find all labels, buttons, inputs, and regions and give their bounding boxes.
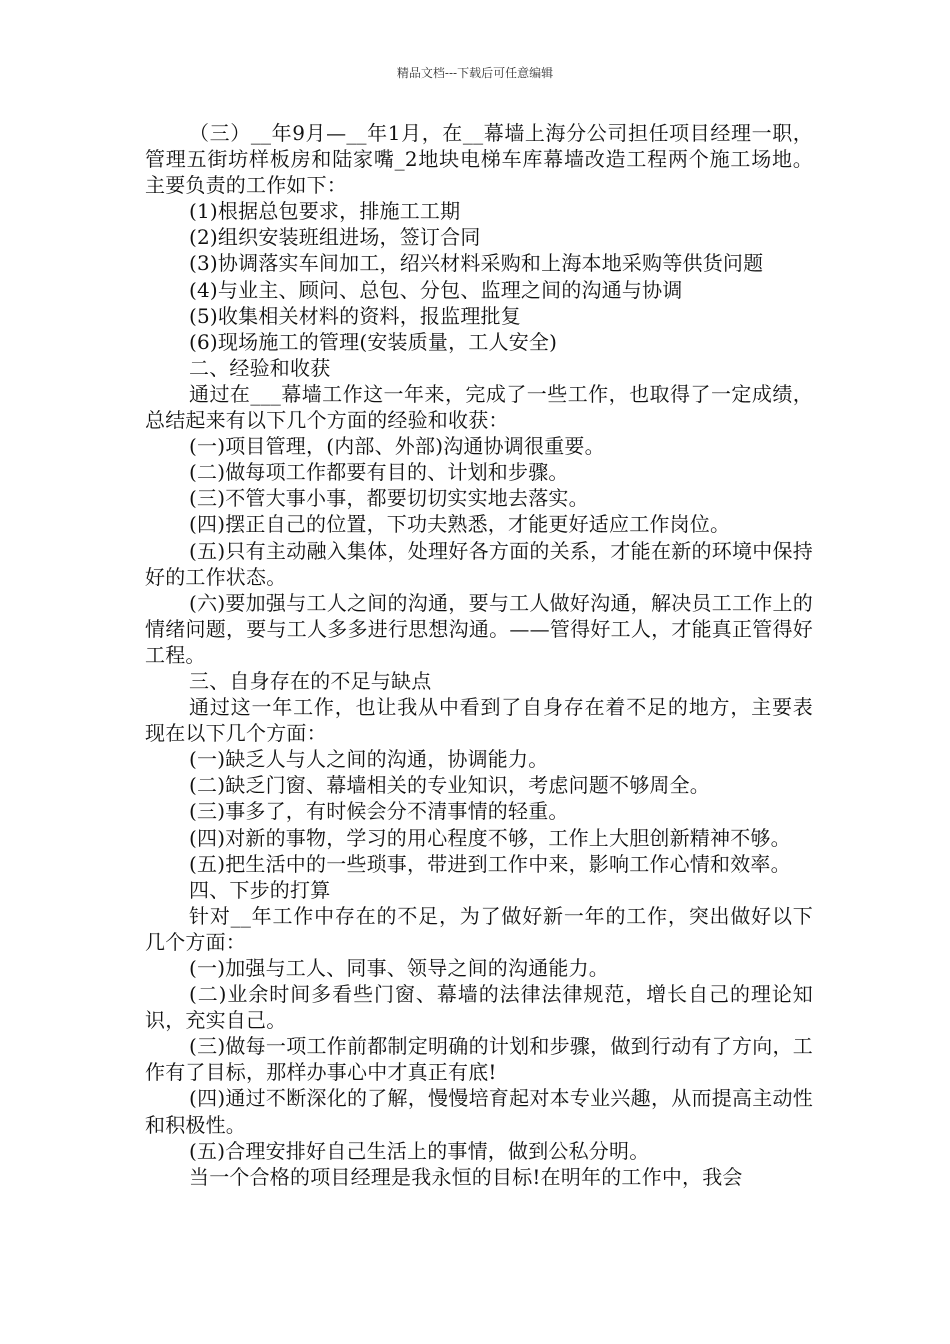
section-heading: 二、经验和收获 bbox=[189, 355, 331, 380]
list-item: (三)做每一项工作前都制定明确的计划和步骤，做到行动有了方向，工作有了目标，那样办事心中才真正有底! bbox=[145, 1034, 813, 1085]
paragraph: 通过这一年工作，也让我从中看到了自身存在着不足的地方，主要表现在以下几个方面： bbox=[145, 695, 813, 746]
list-item: (1)根据总包要求，排施工工期 bbox=[189, 199, 461, 224]
list-item: (6)现场施工的管理(安装质量，工人安全) bbox=[189, 329, 558, 354]
list-item: (三)事多了，有时候会分不清事情的轻重。 bbox=[189, 799, 569, 824]
list-item: (3)协调落实车间加工，绍兴材料采购和上海本地采购等供货问题 bbox=[189, 251, 764, 276]
list-item: (四)对新的事物，学习的用心程度不够，工作上大胆创新精神不够。 bbox=[189, 825, 791, 850]
list-item: (二)做每项工作都要有目的、计划和步骤。 bbox=[189, 460, 569, 485]
paragraph: 当一个合格的项目经理是我永恒的目标!在明年的工作中，我会 bbox=[189, 1164, 743, 1189]
section-heading: 三、自身存在的不足与缺点 bbox=[189, 668, 432, 693]
page-header: 精品文档---下载后可任意编辑 bbox=[396, 66, 554, 80]
list-item: (一)项目管理，(内部、外部)沟通协调很重要。 bbox=[189, 434, 605, 459]
list-item: (二)业余时间多看些门窗、幕墙的法律法律规范，增长自己的理论知识，充实自己。 bbox=[145, 982, 813, 1033]
list-item: (六)要加强与工人之间的沟通，要与工人做好沟通，解决员工工作上的情绪问题，要与工人多多进行思想沟通。——管得好工人，才能真正管得好工程。 bbox=[145, 590, 813, 667]
document-body bbox=[145, 120, 813, 1190]
list-item: (五)把生活中的一些琐事，带进到工作中来，影响工作心情和效率。 bbox=[189, 851, 791, 876]
paragraph: 通过在___幕墙工作这一年来，完成了一些工作，也取得了一定成绩，总结起来有以下几个方面的经验和收获： bbox=[145, 381, 813, 433]
list-item: (一)缺乏人与人之间的沟通，协调能力。 bbox=[189, 747, 549, 772]
list-item: (四)摆正自己的位置，下功夫熟悉，才能更好适应工作岗位。 bbox=[189, 512, 731, 537]
list-item: (一)加强与工人、同事、领导之间的沟通能力。 bbox=[189, 956, 610, 980]
list-item: (2)组织安装班组进场，签订合同 bbox=[189, 225, 481, 250]
paragraph: （三）__年9月—__年1月，在__幕墙上海分公司担任项目经理一职，管理五街坊样板房和陆家嘴_2地块电梯车库幕墙改造工程两个施工场地。主要负责的工作如下： bbox=[145, 121, 813, 198]
paragraph: 针对__年工作中存在的不足，为了做好新一年的工作，突出做好以下几个方面： bbox=[145, 903, 813, 954]
list-item: (5)收集相关材料的资料，报监理批复 bbox=[189, 303, 521, 328]
list-item: (四)通过不断深化的了解，慢慢培育起对本专业兴趣，从而提高主动性和积极性。 bbox=[145, 1086, 813, 1137]
list-item: (五)只有主动融入集体，处理好各方面的关系，才能在新的环境中保持好的工作状态。 bbox=[145, 538, 813, 589]
list-item: (二)缺乏门窗、幕墙相关的专业知识，考虑问题不够周全。 bbox=[189, 773, 711, 798]
list-item: (4)与业主、顾问、总包、分包、监理之间的沟通与协调 bbox=[189, 277, 683, 302]
list-item: (三)不管大事小事，都要切切实实地去落实。 bbox=[189, 486, 589, 511]
section-heading: 四、下步的打算 bbox=[189, 877, 331, 902]
list-item: (五)合理安排好自己生活上的事情，做到公私分明。 bbox=[189, 1138, 650, 1163]
